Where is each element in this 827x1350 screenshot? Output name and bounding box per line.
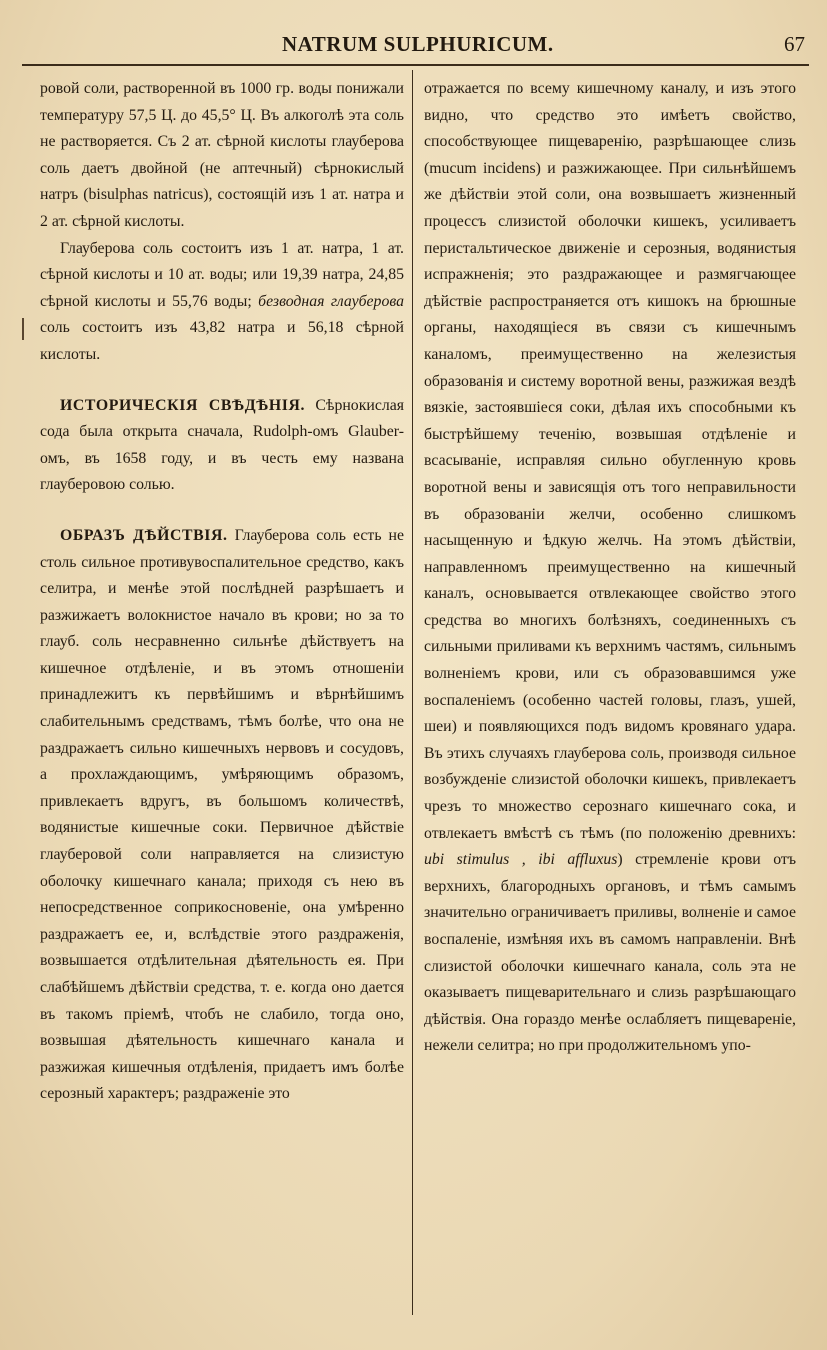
running-title: NATRUM SULPHURICUM. xyxy=(282,32,554,56)
header-rule xyxy=(22,64,809,66)
continuation-text-a: отражается по всему кишечному каналу, и изъ этого видно, что средство это имѣетъ свойство, способствующее пищеваренію, разрѣшающее слизь (mucum incidens) и разжижающее. При сильнѣйшемъ же дѣйствіи этой соли, она возвышаетъ жизненный процессъ слизистой оболочки кишекъ, усиливаетъ перистальтическое движеніе и серозныя, водянистыя испражненія; это раздражающее и размягчающее дѣйствіе распространяется отъ кишокъ на брюшные органы, находящіеся въ связи съ кишечнымъ каналомъ, преимущественно на железистыя образованія и систему воротной вены, разжижая вездѣ вязкіе, застоявшіеся соки, дѣлая ихъ способными къ быстрѣйшему теченію, возвышая отдѣленіе и всасываніе, исправляя сильно обугленную кровь воротной вены и зависящія отъ того неправильности въ образованіи желчи, особенно слишкомъ насыщенную и ѣдкую желчь. На этомъ дѣйствіи, направленномъ преимущественно на кишечный каналъ, основывается отвлекающее свойство этого средства во многихъ болѣзняхъ, соединенныхъ съ сильными приливами къ верхнимъ частямъ, сильнымъ волненіемъ крови, или съ образовавшимся уже воспаленіемъ (особенно частей головы, глазъ, ушей, шеи) и появляющихся подъ видомъ кровянаго удара. Въ этихъ случаяхъ глауберова соль, производя сильное возбужденіе слизистой оболочки кишекъ, привлекаетъ чрезъ то множество сeрознаго кишечнаго сока, и отвлекаетъ вмѣстѣ съ тѣмъ (по положенію древнихъ: xyxy=(424,80,796,842)
latin-quote: ubi stimulus , ibi affluxus xyxy=(424,851,618,869)
composition-text-b: соль состоитъ изъ 43,82 натра и 56,18 сѣрной кислоты. xyxy=(40,319,404,363)
paragraph-composition xyxy=(40,236,404,369)
continuation-text-b: ) стремленіе крови отъ верхнихъ, благородныхъ органовъ, и тѣмъ самымъ значительно ограничиваетъ приливы, волненіе и самое воспаленіе, измѣняя ихъ въ самомъ направленіи. Внѣ слизистой оболочки кишечнаго канала, соль эта не оказываетъ пищеварительнаго и слизь разрѣшающаго дѣйствія. Она гораздо менѣе ослабляетъ пищевареніе, нежели селитра; но при продолжительномъ упо- xyxy=(424,851,796,1055)
paragraph-solubility: ровой соли, растворенной въ 1000 гр. воды понижали температуру 57,5 Ц. до 45,5° Ц. Въ алкоголѣ эта соль не растворяется. Съ 2 ат. сѣрной кислоты глауберова соль даетъ двойной (не аптечный) сѣрнокислый натръ (bisulphas natricus), состоящій изъ 1 ат. натра и 2 ат. сѣрной кислоты. xyxy=(40,80,404,230)
composition-italic: безводная глауберова xyxy=(258,292,404,310)
right-column xyxy=(424,76,796,1060)
action-text: Глауберова соль есть не столь сильное противувоспалительное средство, какъ селитра, и менѣе этой послѣдней разрѣшаетъ и разжижаетъ волокнистое начало въ крови; но за то глауб. соль несравненно сильнѣе дѣйствуетъ на кишечное отдѣленіе, и въ этомъ отношеніи принадлежитъ къ первѣйшимъ и вѣрнѣйшимъ слабительнымъ средствамъ, тѣмъ болѣе, что она не раздражаетъ сильно кишечныхъ нервовъ и сосудовъ, а прохлаждающимъ, умѣряющимъ образомъ, привлекаетъ вдругъ, въ большомъ количествѣ, водянистые кишечные соки. Первичное дѣйствіе глауберовой соли направляется на слизистую оболочку кишечнаго канала; приходя съ нею въ непосредственное соприкосновеніе, она умѣренно раздражаетъ ее, и, вслѣдствіе этого раздраженія, возвышается отдѣлительная дѣятельность ея. При слабѣйшемъ дѣйствіи средства, т. е. когда оно дается въ такомъ пріемѣ, чтобъ не слабило, тогда оно, возвышая дѣятельность кишечнаго канала и разжижая кишечныя отдѣленія, придаетъ имъ болѣе серозный характеръ; раздраженіе это xyxy=(40,526,404,1103)
section-heading-action: ОБРАЗЪ ДѢЙСТВІЯ. xyxy=(60,526,228,544)
paragraph-continuation xyxy=(424,76,796,1060)
margin-mark xyxy=(22,318,24,340)
composition-text-a: Глауберова соль состоитъ изъ 1 ат. натра, 1 ат. сѣрной кислоты и 10 ат. воды; или 19,39 натра, 24,85 сѣрной кислоты и 55,76 воды; xyxy=(40,239,404,310)
paragraph-gap xyxy=(40,499,404,523)
section-heading-history: ИСТОРИЧЕСКІЯ СВѢДѢНІЯ. xyxy=(60,396,306,414)
paragraph-action xyxy=(40,523,404,1108)
paragraph-history xyxy=(40,393,404,499)
history-text: Сѣрнокислая сода была открыта сначала, Rudolph-омъ Glauber-омъ, въ 1658 году, и въ честь ему названа глауберовою солью. xyxy=(40,396,404,494)
page-header xyxy=(0,30,827,62)
column-divider xyxy=(412,70,413,1315)
page-number: 67 xyxy=(784,32,805,56)
paragraph-gap xyxy=(40,369,404,393)
left-column xyxy=(40,76,404,1108)
